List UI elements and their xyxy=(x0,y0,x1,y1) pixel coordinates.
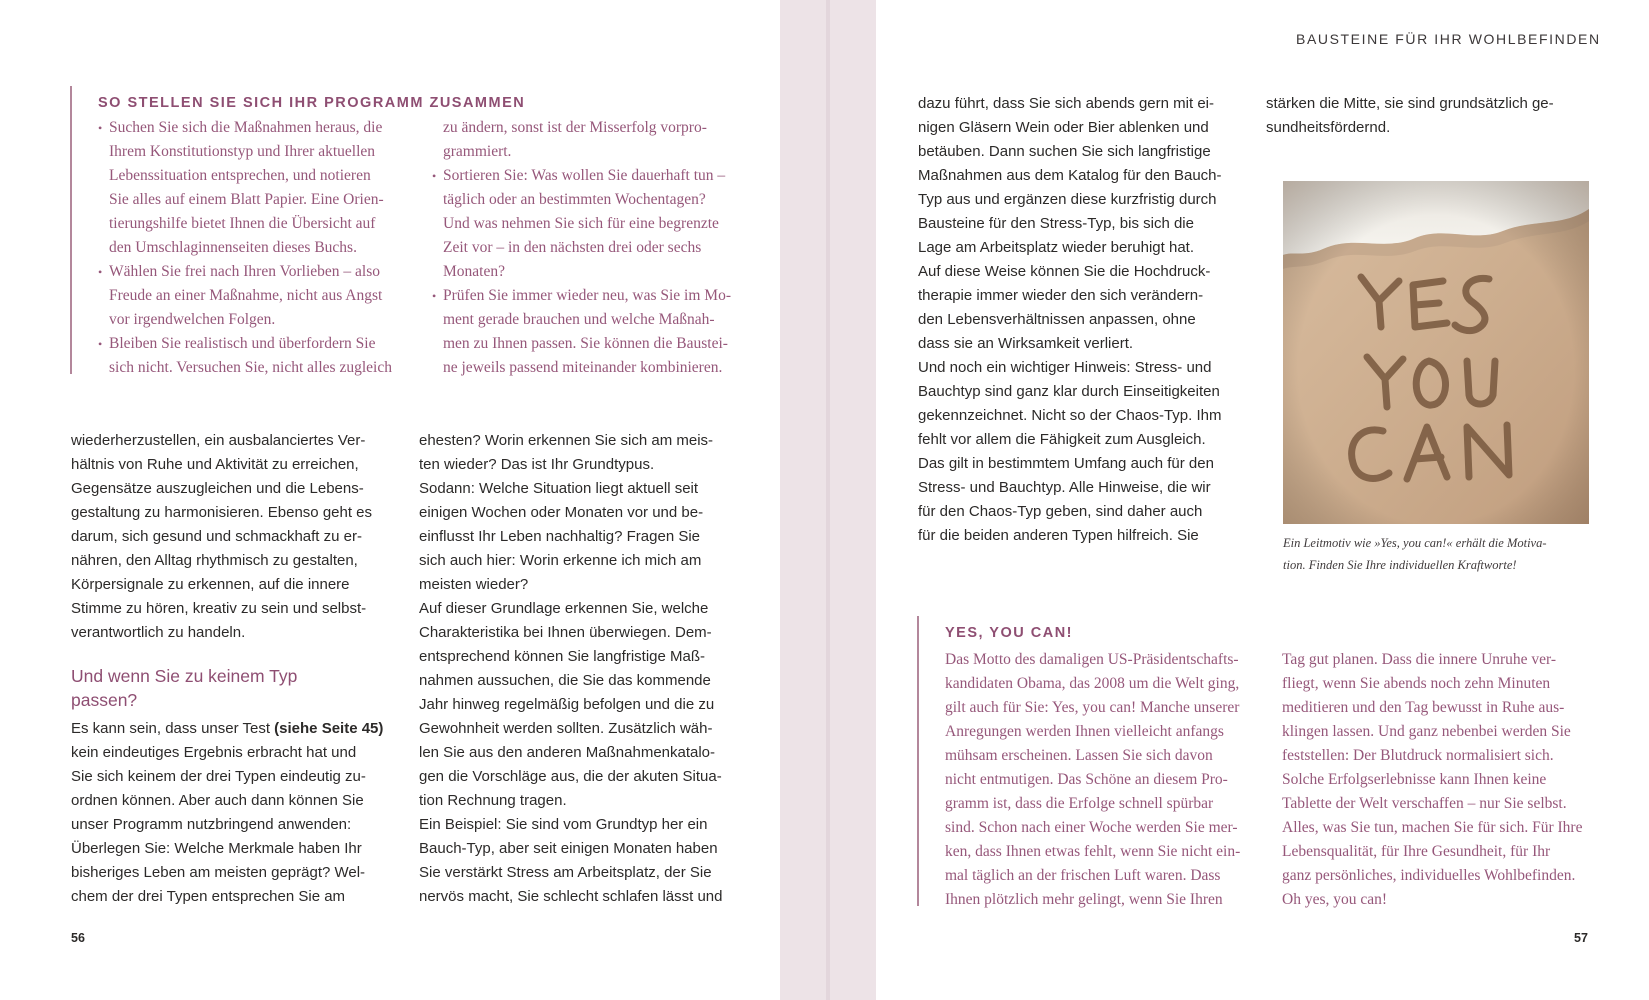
bullet-continuation: zu ändern, sonst ist der Misserfolg vorpro- grammiert. xyxy=(443,119,707,160)
photo-vignette xyxy=(1283,181,1589,524)
photo-caption: Ein Leitmotiv wie »Yes, you can!« erhält die Motiva- tion. Finden Sie Ihre individuellen Kraftworte! xyxy=(1283,536,1547,572)
yes-you-can-title: YES, YOU CAN! xyxy=(945,625,1074,641)
right-body-col-2: stärken die Mitte, sie sind grundsätzlich ge- sundheitsfördernd. xyxy=(1266,95,1554,136)
page-number-left: 56 xyxy=(71,931,85,945)
yes-you-can-box xyxy=(917,616,1599,906)
beach-photo xyxy=(1283,181,1589,524)
running-head: BAUSTEINE FÜR IHR WOHLBEFINDEN xyxy=(1296,31,1601,47)
right-body-col-1: dazu führt, dass Sie sich abends gern mit ei- nigen Gläsern Wein oder Bier ablenken und betäuben. Dann suchen Sie sich langfristige Maßnahmen aus dem Katalog für den Bauch- Typ aus und ergänzen diese kurzfristig durch Bausteine für den Stress-Typ, bis sich die Lage am Arbeitsplatz wieder beruhigt hat. Auf diese Weise können Sie die Hochdruck- therapie immer wieder den sich verändern- den Lebensverhältnissen anpassen, ohne dass sie an Wirksamkeit verliert. Und noch ein wichtiger Hinweis: Stress- und Bauchtyp sind ganz klar durch Einseitigkeiten gekennzeichnet. Nicht so der Chaos-Typ. Ihm fehlt vor allem die Fähigkeit zum Ausgleich. Das gilt in bestimmtem Umfang auch für den Stress- und Bauchtyp. Alle Hinweise, die wir für den Chaos-Typ geben, sind daher auch für die beiden anderen Typen hilfreich. Sie xyxy=(918,95,1222,544)
yes-you-can-col-2: Tag gut planen. Dass die innere Unruhe ver- fliegt, wenn Sie abends noch zehn Minuten meditieren und den Tag bewusst in Ruhe aus- klingen lassen. Und ganz nebenbei werden Sie feststellen: Der Blutdruck normalisiert sich. Solche Erfolgserlebnisse kann Ihnen keine Tablette der Welt verschaffen – nur Sie selbst. Alles, was Sie tun, machen Sie für sich. Für Ihre Lebensqualität, für Ihre Gesundheit, für Ihr ganz persönliches, individuelles Wohlbefinden. Oh yes, you can! xyxy=(1282,651,1583,908)
left-body-col-1: wiederherzustellen, ein ausbalanciertes Ver- hältnis von Ruhe und Aktivität zu erreichen, Gegensätze auszugleichen und die Lebens- gestaltung zu harmonisieren. Ebenso geht es darum, sich gesund und schmackhaft zu er- nähren, den Alltag rhythmisch zu gestalten, Körpersignale zu erkennen, auf die innere Stimme zu hören, kreativ zu sein und selbst- verantwortlich zu handeln. xyxy=(71,432,373,641)
left-body-col-2: ehesten? Worin erkennen Sie sich am meis- ten wieder? Das ist Ihr Grundtypus. Sodann: Welche Situation liegt aktuell seit einigen Wochen oder Monaten vor und be- einflusst Ihr Leben nachhaltig? Fragen Sie sich auch hier: Worin erkenne ich mich am meisten wieder? Auf dieser Grundlage erkennen Sie, welche Charakteristika bei Ihnen überwiegen. Dem- entsprechend können Sie langfristige Maß- nahmen aussuchen, die Sie das kommende Jahr hinweg regelmäßig befolgen und die zu Gewohnheit werden sollten. Zusätzlich wäh- len Sie aus den anderen Maßnahmenkatalo- gen die Vorschläge aus, die der akuten Situa- tion Rechnung tragen. Ein Beispiel: Sie sind vom Grundtyp her ein Bauch-Typ, aber seit einigen Monaten haben Sie verstärkt Stress am Arbeitsplatz, der Sie nervös macht, Sie schlecht schlafen lässt und xyxy=(419,432,723,905)
program-tip-box xyxy=(70,86,752,374)
left-body-col-1-cont: Es kann sein, dass unser Test (siehe Seite 45) kein eindeutiges Ergebnis erbracht hat und Sie sich keinem der drei Typen eindeutig zu- ordnen können. Aber auch dann können Sie unser Programm nutzbringend anwenden: Überlegen Sie: Welche Merkmale haben Ihr bisheriges Leben am meisten geprägt? Wel- chem der drei Typen entsprechen Sie am xyxy=(71,717,401,909)
program-tip-col-1 xyxy=(98,116,418,380)
beach-photo-image xyxy=(1283,181,1589,524)
gutter-shadow xyxy=(826,0,830,1000)
text-with-page-ref: Es kann sein, dass unser Test (siehe Seite 45) xyxy=(71,720,384,737)
yes-you-can-col-1: Das Motto des damaligen US-Präsidentschafts- kandidaten Obama, das 2008 um die Welt ging, gilt auch für Sie: Yes, you can! Manche unserer Anregungen werden Ihnen vielleicht anfangs mühsam erscheinen. Lassen Sie sich davon nicht entmutigen. Das Schöne an diesem Pro- gramm ist, dass die Erfolge schnell spürbar sind. Schon nach einer Woche werden Sie mer- ken, dass Ihnen etwas fehlt, wenn Sie nicht ein- mal täglich an der frischen Luft waren. Dass Ihnen plötzlich mehr gelingt, wenn Sie Ihren xyxy=(945,651,1241,908)
bullet-item: • Sortieren Sie: Was wollen Sie dauerhaft tun – täglich oder an bestimmten Wochentagen? Und was nehmen Sie sich für eine begrenzte Zeit vor – in den nächsten drei oder sechs Monaten? xyxy=(432,164,752,284)
bullet-item: • Prüfen Sie immer wieder neu, was Sie im Mo- ment gerade brauchen und welche Maßnah- men zu Ihnen passen. Sie können die Baustei- ne jeweils passend miteinander kombinieren. xyxy=(432,284,752,380)
bullet-item: • Bleiben Sie realistisch und überfordern Sie sich nicht. Versuchen Sie, nicht alles zugleich xyxy=(98,332,418,380)
program-tip-title: SO STELLEN SIE SICH IHR PROGRAMM ZUSAMMEN xyxy=(98,95,526,111)
bullet-item: • Suchen Sie sich die Maßnahmen heraus, die Ihrem Konstitutionstyp und Ihrer aktuellen Lebenssituation entsprechen, und notieren Sie alles auf einem Blatt Papier. Eine Orien- tierungshilfe bietet Ihnen die Übersicht auf den Umschlaginnenseiten dieses Buchs. xyxy=(98,116,418,260)
program-tip-col-2 xyxy=(432,116,752,380)
subheading: Und wenn Sie zu keinem Typ passen? xyxy=(71,666,298,710)
page-reference: (siehe Seite 45) xyxy=(274,720,384,737)
bullet-item: • Wählen Sie frei nach Ihren Vorlieben – also Freude an einer Maßnahme, nicht aus Angst vor irgendwelchen Folgen. xyxy=(98,260,418,332)
page-number-right: 57 xyxy=(1574,931,1588,945)
